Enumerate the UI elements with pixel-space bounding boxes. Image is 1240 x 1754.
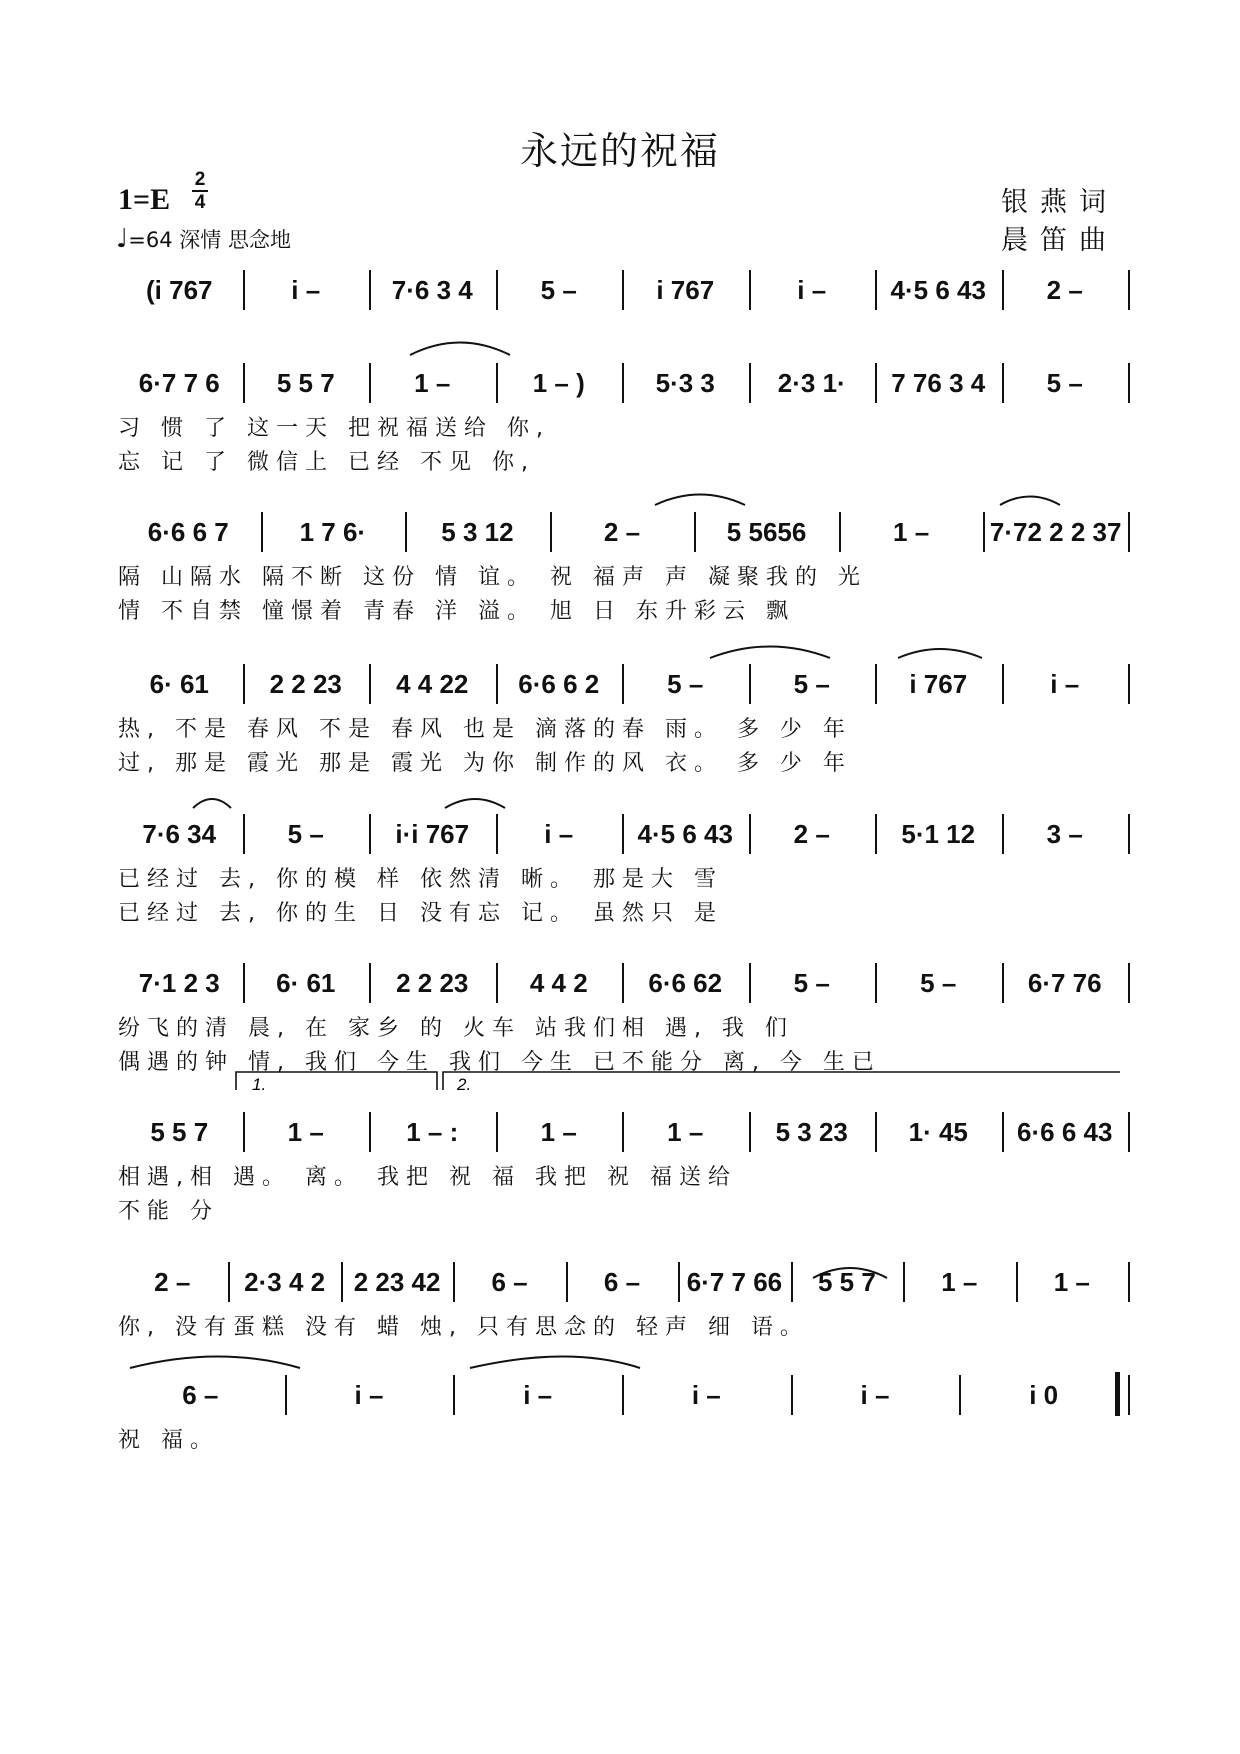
lyric-line: 纷飞的清 晨, 在 家乡 的 火车 站我们相 遇, 我 们 <box>118 1016 794 1041</box>
measure: 1 – <box>540 1116 577 1147</box>
measure: 6 – <box>603 1266 641 1297</box>
measure: 5 5 7 <box>150 1116 209 1147</box>
barline <box>1128 1112 1130 1152</box>
measure: 7·1 2 3 <box>138 967 220 998</box>
measure: 1 – <box>941 1266 978 1297</box>
measure: 4·5 6 43 <box>890 274 986 305</box>
tie <box>130 1357 300 1369</box>
measure: 2 – <box>1046 274 1083 305</box>
measure: 5 – <box>287 818 324 849</box>
measure: 2·3 1· <box>777 367 846 398</box>
barline <box>1128 1375 1130 1415</box>
staff-system <box>118 664 1130 704</box>
measure: 5·1 12 <box>901 818 976 849</box>
staff-system <box>118 1262 1130 1302</box>
staff-system <box>118 1112 1130 1152</box>
measure: 1 – <box>1053 1266 1090 1297</box>
lyric-line: 祝 福。 <box>118 1428 219 1453</box>
lyric-line: 已经过 去, 你的生 日 没有忘 记。 虽然只 是 <box>118 901 723 926</box>
lyric-line: 隔 山隔水 隔不断 这份 情 谊。 祝 福声 声 凝聚我的 光 <box>118 565 867 590</box>
measure: 6 – <box>182 1379 219 1410</box>
tempo-expression: 深情 思念地 <box>179 228 291 252</box>
tie <box>470 1357 640 1369</box>
barline <box>1128 270 1130 310</box>
lyric-line: 已经过 去, 你的模 样 依然清 晰。 那是大 雪 <box>118 867 723 892</box>
measure: 7·72 2 2 37 <box>989 516 1122 547</box>
measure: 5 – <box>1046 367 1083 398</box>
lyric-line: 偶遇的钟 情, 我们 今生 我们 今生 已不能分 离, 今 生已 <box>118 1050 881 1075</box>
measure: 1 – ) <box>532 367 585 398</box>
lyric-line: 你, 没有蛋糕 没有 蜡 烛, 只有思念的 轻声 细 语。 <box>118 1315 809 1340</box>
measure: 5 3 23 <box>775 1116 848 1147</box>
measure: i – <box>691 1379 721 1410</box>
measure: (i 767 <box>146 274 213 305</box>
tie <box>898 649 982 658</box>
measure: 7·6 34 <box>142 818 217 849</box>
lyric-line: 热, 不是 春风 不是 春风 也是 滴落的春 雨。 多 少 年 <box>118 717 852 742</box>
tempo-bpm: =64 <box>128 228 173 252</box>
tie <box>193 799 231 808</box>
lyricist-credit: 银燕词 <box>1001 187 1118 218</box>
measure: i – <box>354 1379 384 1410</box>
staff-system <box>118 1375 1130 1415</box>
measure: 4·5 6 43 <box>637 818 733 849</box>
measure: 6·6 62 <box>648 967 723 998</box>
lyric-line: 忘 记 了 微信上 已经 不见 你, <box>118 450 535 475</box>
measure: 6·6 6 2 <box>518 668 600 699</box>
measure: 1 – <box>287 1116 324 1147</box>
measure: 1 7 6· <box>299 516 367 547</box>
time-signature-bottom: 4 <box>194 192 206 213</box>
measure: 5 – <box>667 668 704 699</box>
tempo-marking <box>116 224 291 254</box>
tie <box>710 647 830 659</box>
measure: 6· 61 <box>276 967 336 998</box>
staff-system <box>118 363 1130 403</box>
measure: i – <box>797 274 827 305</box>
volta-1-label: 1. <box>252 1075 267 1094</box>
lyric-line: 过, 那是 霞光 那是 霞光 为你 制作的风 衣。 多 少 年 <box>118 751 852 776</box>
measure: 1 – <box>893 516 930 547</box>
measure: 5 – <box>540 274 577 305</box>
measure: i – <box>1050 668 1080 699</box>
lyric-line: 不能 分 <box>118 1199 219 1224</box>
measure: 5 – <box>920 967 957 998</box>
measure: 6·7 7 6 <box>138 367 220 398</box>
measure: 5 – <box>793 967 830 998</box>
song-title: 永远的祝福 <box>519 129 720 173</box>
barline <box>1128 512 1130 552</box>
measure: 1 – : <box>406 1116 459 1147</box>
time-signature-top: 2 <box>194 169 206 190</box>
measure: 5·3 3 <box>655 367 715 398</box>
staff-system <box>118 963 1130 1003</box>
measure: i – <box>291 274 321 305</box>
measure: 2·3 4 2 <box>244 1266 326 1297</box>
measure: 2 23 42 <box>353 1266 441 1297</box>
measure: i – <box>860 1379 890 1410</box>
barline <box>1128 1262 1130 1302</box>
staff-system <box>118 270 1130 310</box>
barline <box>1128 363 1130 403</box>
measure: 3 – <box>1046 818 1083 849</box>
staff-system <box>118 512 1130 552</box>
composer-credit: 晨笛曲 <box>1001 225 1118 256</box>
measure: 2 – <box>154 1266 191 1297</box>
quarter-note-icon: ♩ <box>116 224 129 254</box>
measure: 6·7 7 66 <box>686 1266 783 1297</box>
measure: 1· 45 <box>908 1116 968 1147</box>
measure: 2 – <box>603 516 641 547</box>
measure: 2 2 23 <box>396 967 469 998</box>
lyric-line: 相遇,相 遇。 离。 我把 祝 福 我把 祝 福送给 <box>118 1165 737 1190</box>
measure: i – <box>544 818 574 849</box>
staff-system <box>118 814 1130 854</box>
measure: 6· 61 <box>149 668 209 699</box>
measure: 5 3 12 <box>441 516 514 547</box>
measure: 4 4 2 <box>529 967 588 998</box>
volta-2-label: 2. <box>457 1075 472 1094</box>
barline <box>1128 664 1130 704</box>
measure: i 767 <box>656 274 715 305</box>
measure: 5 5 7 <box>276 367 335 398</box>
time-signature <box>192 170 208 212</box>
tie <box>410 343 510 356</box>
measure: 5 – <box>793 668 830 699</box>
measure: 6·6 6 7 <box>147 516 229 547</box>
measure: i 0 <box>1029 1379 1059 1410</box>
lyric-line: 情 不自禁 憧憬着 青春 洋 溢。 旭 日 东升彩云 飘 <box>118 599 795 624</box>
measure: 1 – <box>667 1116 704 1147</box>
measure: 7·6 3 4 <box>391 274 473 305</box>
barline <box>1128 963 1130 1003</box>
measure: 1 – <box>414 367 451 398</box>
measure: 5 5 7 <box>817 1266 876 1297</box>
lyric-line: 习 惯 了 这一天 把祝福送给 你, <box>118 416 550 441</box>
measure: 5 5656 <box>726 516 807 547</box>
measure: i·i 767 <box>395 818 470 849</box>
measure: 4 4 22 <box>396 668 469 699</box>
measure: 7 76 3 4 <box>891 367 986 398</box>
measure: 6·7 76 <box>1027 967 1102 998</box>
measure: 2 – <box>793 818 830 849</box>
measure: i – <box>523 1379 553 1410</box>
measure: 6 – <box>491 1266 528 1297</box>
measure: 6·6 6 43 <box>1017 1116 1113 1147</box>
measure: 2 2 23 <box>269 668 342 699</box>
tie <box>655 495 745 506</box>
barline <box>1128 814 1130 854</box>
measure: i 767 <box>909 668 968 699</box>
tie <box>445 799 505 808</box>
tie <box>1000 497 1060 506</box>
key-signature: 1=E <box>118 183 171 216</box>
